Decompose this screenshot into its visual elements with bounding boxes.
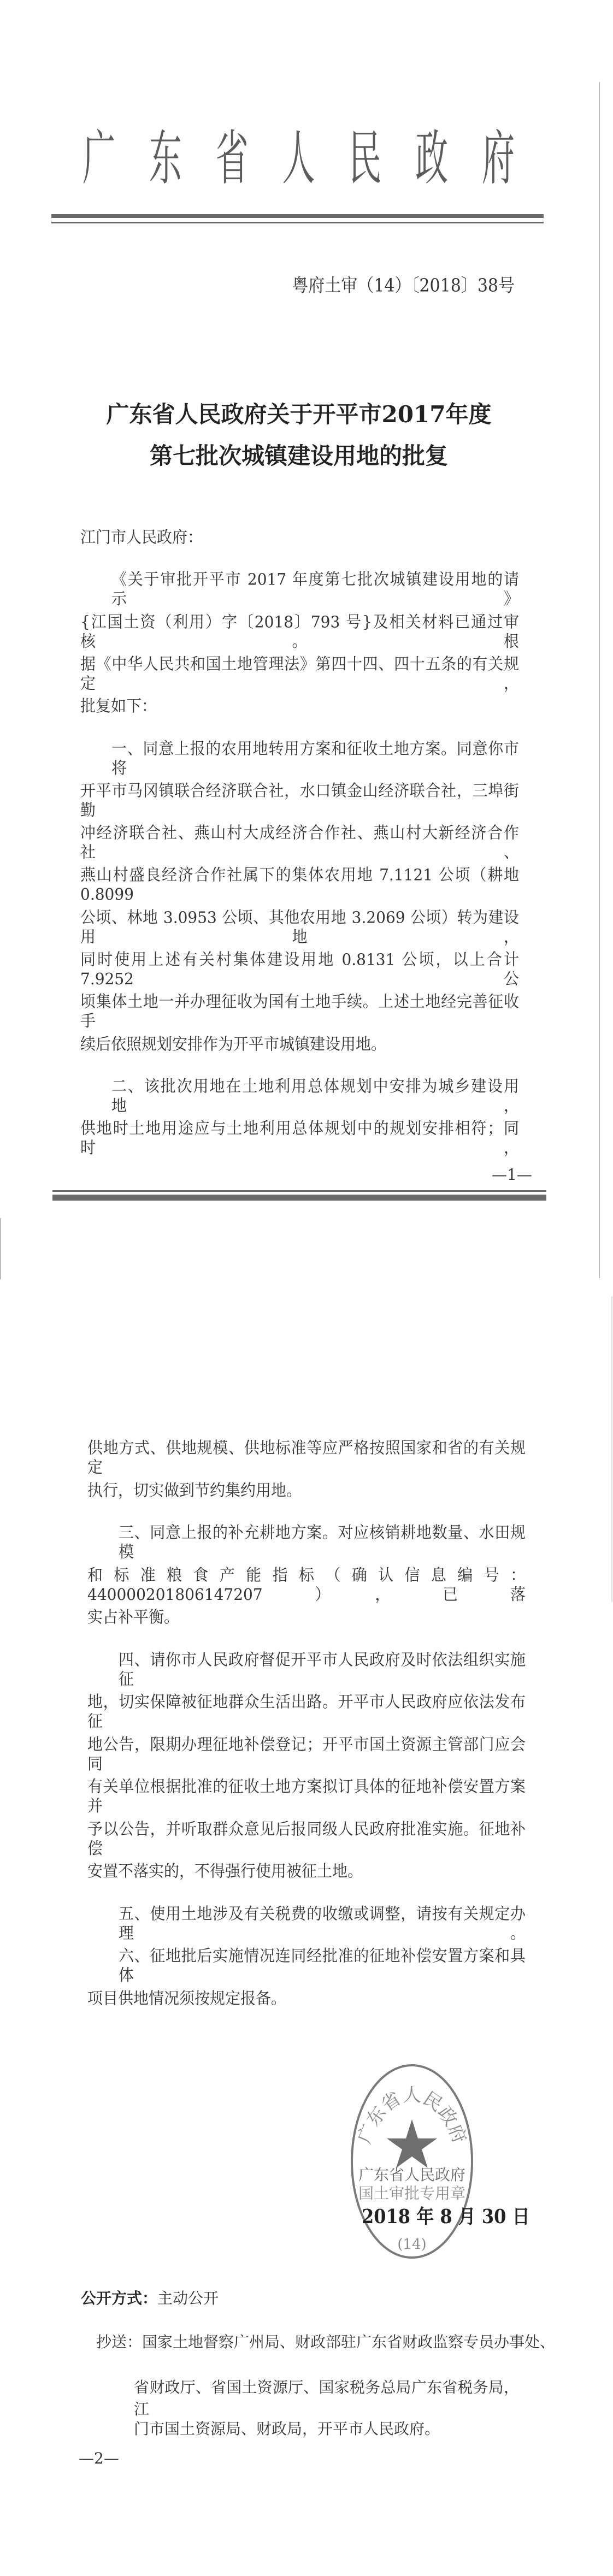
masthead-char: 民 [349, 125, 382, 193]
cc-line-3: 门市国土资源局、财政局，开平市人民政府。 [134, 2420, 440, 2438]
seal-line2: 国土审批专用章 [358, 2184, 466, 2202]
body-text-line: 燕山村盛良经济合作社属下的集体农用地 7.1121 公顷（耕地 0.8099 [80, 865, 519, 904]
body-text-line: 实占补平衡。 [87, 1608, 180, 1627]
body-text-line: 地，切实保障被征地群众生活出路。开平市人民政府应依法发布征 [87, 1692, 526, 1731]
page-number: —1— [492, 1166, 532, 1184]
body-text-line: 一、同意上报的农用地转用方案和征收土地方案。同意你市将 [111, 738, 519, 777]
body-text-line: 开平市马冈镇联合经济联合社，水口镇金山经济联合社，三埠街勤 [80, 781, 519, 820]
page-edge [0, 1218, 1, 1279]
cc-recipients: 国家土地督察广州局、财政部驻广东省财政监察专员办事处、 [142, 2333, 556, 2351]
masthead-divider-thin [51, 222, 544, 223]
body-text-line: 予以公告，并听取群众意见后报同级人民政府批准实施。征地补偿 [87, 1819, 526, 1858]
masthead-char: 广 [82, 125, 115, 193]
masthead-title [82, 127, 515, 191]
masthead-char: 东 [149, 125, 182, 193]
body-text-line: 江门市人民政府： [80, 528, 203, 547]
body-text-line: 批复如下： [80, 696, 157, 716]
body-text-line: 三、同意上报的补充耕地方案。对应核销耕地数量、水田规模 [119, 1523, 526, 1562]
masthead-char: 府 [481, 125, 515, 193]
body-text-line: 冲经济联合社、燕山村大成经济合作社、燕山村大新经济合作社、 [80, 823, 519, 862]
page-edge [611, 1296, 612, 1602]
star-icon [387, 2119, 437, 2168]
official-seal [349, 2062, 475, 2264]
issue-date: 2018 年 8 月 30 日 [362, 2205, 530, 2228]
seal-code: (14) [397, 2236, 427, 2253]
masthead-divider-thick [51, 214, 544, 218]
page-number: —2— [79, 2449, 119, 2467]
page-footer-divider-thick [52, 1195, 546, 1201]
document-title-line1: 广东省人民政府关于开平市2017年度 [106, 401, 492, 428]
body-text-line: 地公告，限期办理征地补偿登记；开平市国土资源主管部门应会同 [87, 1734, 526, 1773]
body-text-line: 《关于审批开平市 2017 年度第七批次城镇建设用地的请示》 [111, 570, 519, 608]
document-number: 粤府土审（14）〔2018〕38号 [292, 275, 515, 297]
publication-method [81, 2287, 219, 2308]
masthead-char: 政 [415, 125, 449, 193]
page-footer-divider-thin [52, 1190, 546, 1192]
body-text-line: 公顷、林地 3.0953 公顷、其他农用地 3.2069 公顷）转为建设用地， [80, 907, 519, 947]
cc-label: 抄送： [96, 2333, 143, 2351]
publication-label: 公开方式： [81, 2289, 158, 2307]
masthead-char: 人 [282, 125, 315, 193]
cc-line-2: 省财政厅、省国土资源厅、国家税务总局广东省税务局，江 [134, 2378, 519, 2418]
body-text-line: 有关单位根据批准的征收土地方案拟订具体的征地补偿安置方案并 [87, 1777, 526, 1816]
body-text-line: 顷集体土地一并办理征收为国有土地手续。上述土地经完善征收手 [80, 992, 519, 1031]
body-text-line: 续后依照规划安排作为开平市城镇建设用地。 [80, 1034, 387, 1054]
body-text-line: 同时使用上述有关村集体建设用地 0.8131 公顷，以上合计 7.9252 公 [80, 950, 519, 989]
body-text-line: 据《中华人民共和国土地管理法》第四十四、四十五条的有关规定， [80, 654, 519, 693]
body-text-line: 供地方式、供地规模、供地标准等应严格按照国家和省的有关规定 [87, 1438, 526, 1477]
cc-line-1 [96, 2330, 555, 2352]
body-text-line: 执行，切实做到节约集约用地。 [87, 1480, 302, 1500]
document-title-line2: 第七批次城镇建设用地的批复 [149, 442, 448, 469]
masthead-char: 省 [215, 125, 249, 193]
body-text-line: 二、该批次用地在土地利用总体规划中安排为城乡建设用地， [111, 1077, 519, 1115]
page-edge [599, 82, 600, 1278]
seal-line1: 广东省人民政府 [358, 2166, 466, 2184]
body-text-line: 四、请你市人民政府督促开平市人民政府及时依法组织实施征 [119, 1650, 526, 1688]
body-text-line: 供地时土地用途应与土地利用总体规划中的规划安排相符；同时， [80, 1119, 519, 1157]
publication-value: 主动公开 [157, 2289, 219, 2307]
body-text-line: 六、征地批后实施情况连同经批准的征地补偿安置方案和具体 [119, 1946, 526, 1985]
body-text-line: {江国土资（利用）字〔2018〕793 号}及相关材料已通过审核。根 [80, 612, 519, 651]
body-text-line: 安置不落实的，不得强行使用被征土地。 [87, 1862, 363, 1881]
body-text-line: 五、使用土地涉及有关税费的收缴或调整，请按有关规定办理。 [119, 1904, 526, 1942]
body-text-line: 项目供地情况须按规定报备。 [87, 1988, 287, 2008]
seal-arc-text: 广东省人民政府 [353, 2084, 471, 2147]
body-text-line: 和标准粮食产能指标（确认信息编号：440000201806147207），已落 [87, 1565, 526, 1604]
